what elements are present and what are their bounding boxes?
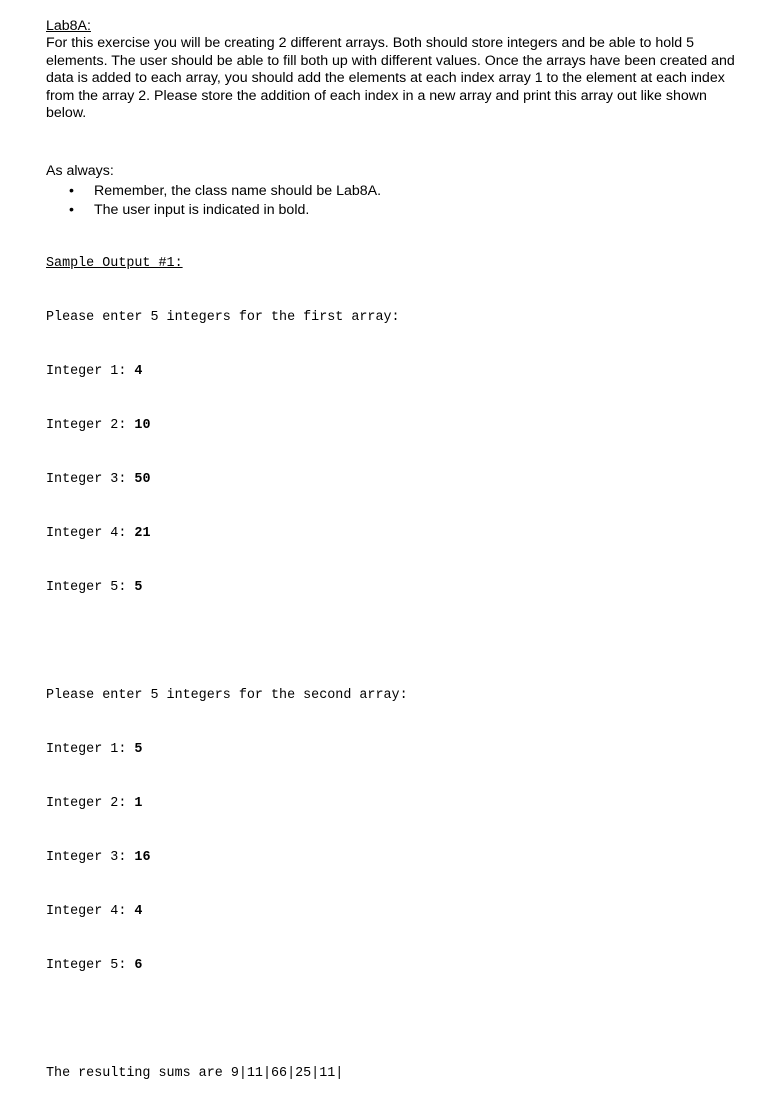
output-line — [46, 741, 736, 759]
input-label: Integer 5: — [46, 957, 135, 973]
output-line — [46, 417, 736, 435]
user-input-value: 6 — [134, 957, 143, 973]
blank-line — [46, 1011, 736, 1029]
input-label: Integer 3: — [46, 849, 135, 865]
user-input-value: 4 — [134, 363, 143, 379]
bullet-icon: • — [69, 201, 74, 218]
input-label: Integer 3: — [46, 471, 135, 487]
reminders-intro: As always: — [46, 163, 114, 180]
user-input-value: 16 — [134, 849, 151, 865]
user-input-value: 50 — [134, 471, 151, 487]
input-label: Integer 1: — [46, 741, 135, 757]
output-line — [46, 903, 736, 921]
input-label: Integer 5: — [46, 579, 135, 595]
result-line: The resulting sums are 9|11|66|25|11| — [46, 1065, 344, 1081]
output-line — [46, 957, 736, 975]
output-line — [46, 795, 736, 813]
reminder-text: The user input is indicated in bold. — [94, 201, 310, 218]
intro-paragraph: For this exercise you will be creating 2 different arrays. Both should store integers and be able to hold 5 elements. The user should be able to fill both up with different values. Once the arrays have been created and data is added to each array, you should add the elements at each index array 1 to the element at each index from the array 2. Please store the addition of each index in a new array and print this array out like shown below. — [46, 35, 735, 122]
output-line — [46, 363, 736, 381]
user-input-value: 21 — [134, 525, 151, 541]
user-input-value: 5 — [134, 579, 143, 595]
input-label: Integer 1: — [46, 363, 135, 379]
output-line — [46, 579, 736, 597]
lab-document — [46, 18, 736, 1119]
blank-line — [46, 633, 736, 651]
user-input-value: 5 — [134, 741, 143, 757]
input-label: Integer 2: — [46, 417, 135, 433]
lab-heading: Lab8A: — [46, 18, 91, 34]
output-line — [46, 471, 736, 489]
user-input-value: 10 — [134, 417, 151, 433]
second-array-prompt: Please enter 5 integers for the second array: — [46, 687, 408, 703]
bullet-icon: • — [69, 182, 74, 199]
reminder-text: Remember, the class name should be Lab8A. — [94, 182, 382, 199]
input-label: Integer 4: — [46, 903, 135, 919]
sample-output-title: Sample Output #1: — [46, 255, 183, 271]
list-item — [46, 202, 736, 221]
input-label: Integer 4: — [46, 525, 135, 541]
first-array-prompt: Please enter 5 integers for the first array: — [46, 309, 400, 325]
reminders-list — [46, 183, 736, 221]
user-input-value: 1 — [134, 795, 143, 811]
input-label: Integer 2: — [46, 795, 135, 811]
output-line — [46, 849, 736, 867]
user-input-value: 4 — [134, 903, 143, 919]
sample-output — [46, 273, 736, 1119]
list-item — [46, 183, 736, 202]
output-line — [46, 525, 736, 543]
